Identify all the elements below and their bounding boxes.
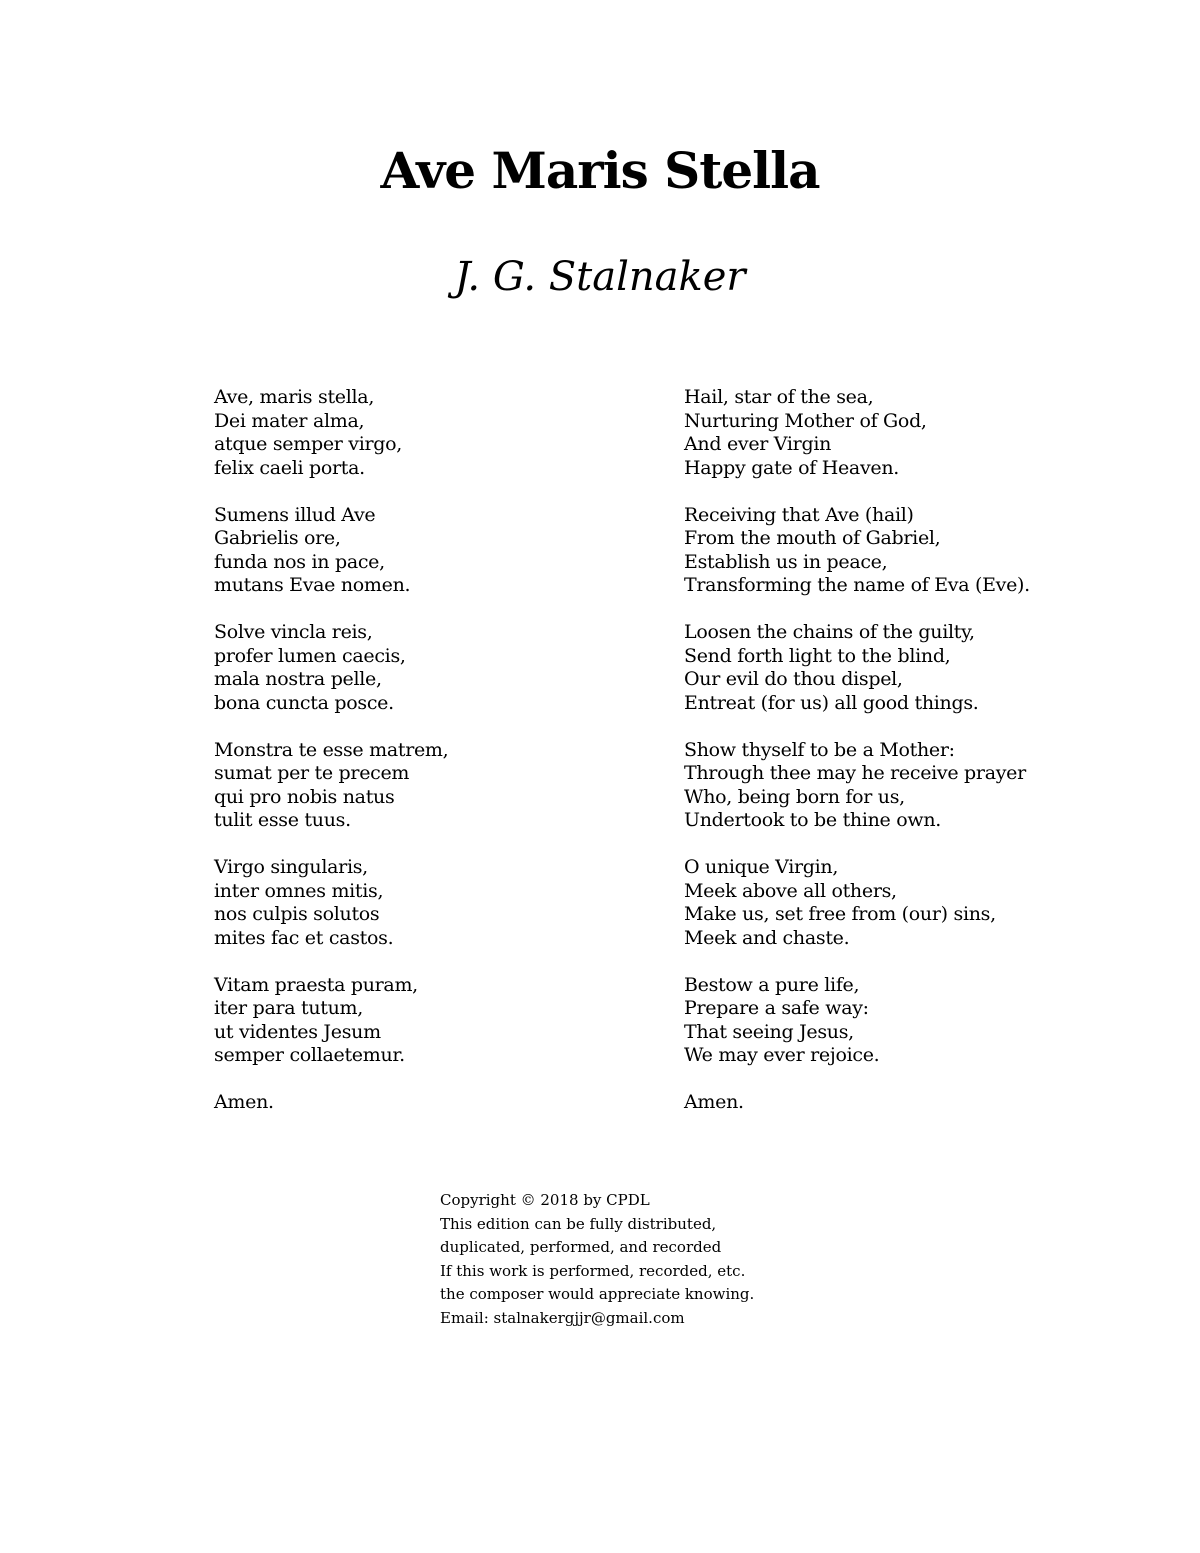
english-line: Nurturing Mother of God, xyxy=(684,409,927,432)
english-line: O unique Virgin, xyxy=(684,856,839,878)
english-line: Happy gate of Heaven. xyxy=(684,456,900,479)
latin-line: ut videntes Jesum xyxy=(214,1020,381,1043)
latin-stanza-6 xyxy=(214,974,654,1068)
distribution-line: This edition can be fully distributed, xyxy=(440,1214,717,1233)
english-line: Through thee may he receive prayer xyxy=(684,762,1026,784)
english-line: Transforming the name of Eva (Eve). xyxy=(684,574,1030,596)
english-text-column xyxy=(684,386,1184,1138)
latin-amen xyxy=(214,1091,654,1115)
latin-line: Monstra te esse matrem, xyxy=(214,738,449,761)
english-stanza-5 xyxy=(684,856,1184,950)
english-line: Make us, set free from (our) sins, xyxy=(684,903,996,925)
latin-line: semper collaetemur. xyxy=(214,1044,405,1066)
english-line: Loosen the chains of the guilty, xyxy=(684,621,975,643)
latin-stanza-2 xyxy=(214,504,654,598)
latin-line: inter omnes mitis, xyxy=(214,879,384,902)
latin-stanza-3 xyxy=(214,621,654,715)
latin-line: Dei mater alma, xyxy=(214,409,365,432)
latin-line: Ave, maris stella, xyxy=(214,386,375,408)
latin-line: Vitam praesta puram, xyxy=(214,973,418,996)
english-line: Who, being born for us, xyxy=(684,785,905,808)
copyright-notice xyxy=(440,1189,960,1330)
latin-line: atque semper virgo, xyxy=(214,433,403,455)
english-line: Entreat (for us) all good things. xyxy=(684,691,979,714)
latin-line: Gabrielis ore, xyxy=(214,527,341,549)
latin-text-column xyxy=(214,386,654,1138)
english-stanza-1 xyxy=(684,386,1184,480)
latin-line: nos culpis solutos xyxy=(214,903,380,925)
latin-line: qui pro nobis natus xyxy=(214,785,395,808)
latin-stanza-1 xyxy=(214,386,654,480)
latin-line: Amen. xyxy=(214,1091,274,1113)
english-line: That seeing Jesus, xyxy=(684,1020,854,1043)
english-stanza-6 xyxy=(684,974,1184,1068)
english-line: From the mouth of Gabriel, xyxy=(684,527,941,549)
english-line: Send forth light to the blind, xyxy=(684,644,951,667)
latin-line: mala nostra pelle, xyxy=(214,668,382,690)
english-stanza-2 xyxy=(684,504,1184,598)
latin-line: mutans Evae nomen. xyxy=(214,574,411,596)
english-line: Bestow a pure life, xyxy=(684,973,860,996)
english-stanza-4 xyxy=(684,739,1184,833)
latin-line: Sumens illud Ave xyxy=(214,503,376,526)
latin-stanza-5 xyxy=(214,856,654,950)
english-amen xyxy=(684,1091,1184,1115)
english-line: Establish us in peace, xyxy=(684,550,888,573)
latin-line: felix caeli porta. xyxy=(214,456,365,479)
latin-line: Virgo singularis, xyxy=(214,856,368,878)
copyright-line: Copyright © 2018 by CPDL xyxy=(440,1191,650,1209)
page-title: Ave Maris Stella xyxy=(380,141,820,200)
english-line: Hail, star of the sea, xyxy=(684,386,874,408)
latin-line: iter para tutum, xyxy=(214,997,364,1019)
english-line: Show thyself to be a Mother: xyxy=(684,738,955,761)
latin-stanza-4 xyxy=(214,739,654,833)
english-stanza-3 xyxy=(684,621,1184,715)
latin-line: Solve vincla reis, xyxy=(214,621,373,643)
composer-name: J. G. Stalnaker xyxy=(454,254,746,300)
english-line: Meek above all others, xyxy=(684,879,897,902)
english-line: Amen. xyxy=(684,1091,744,1113)
english-line: Prepare a safe way: xyxy=(684,997,869,1019)
performance-note-line: If this work is performed, recorded, etc. xyxy=(440,1261,746,1280)
latin-line: mites fac et castos. xyxy=(214,926,394,949)
latin-line: tulit esse tuus. xyxy=(214,809,351,831)
latin-line: profer lumen caecis, xyxy=(214,644,406,667)
english-line: And ever Virgin xyxy=(684,433,832,455)
english-line: We may ever rejoice. xyxy=(684,1044,880,1066)
english-line: Receiving that Ave (hail) xyxy=(684,503,914,526)
email-line: Email: stalnakergjjr@gmail.com xyxy=(440,1308,685,1327)
english-line: Undertook to be thine own. xyxy=(684,809,942,831)
latin-line: sumat per te precem xyxy=(214,762,410,784)
english-line: Meek and chaste. xyxy=(684,926,850,949)
distribution-line: duplicated, performed, and recorded xyxy=(440,1238,722,1256)
latin-line: bona cuncta posce. xyxy=(214,691,394,714)
performance-note-line: the composer would appreciate knowing. xyxy=(440,1285,755,1303)
english-line: Our evil do thou dispel, xyxy=(684,668,903,690)
latin-line: funda nos in pace, xyxy=(214,550,385,573)
